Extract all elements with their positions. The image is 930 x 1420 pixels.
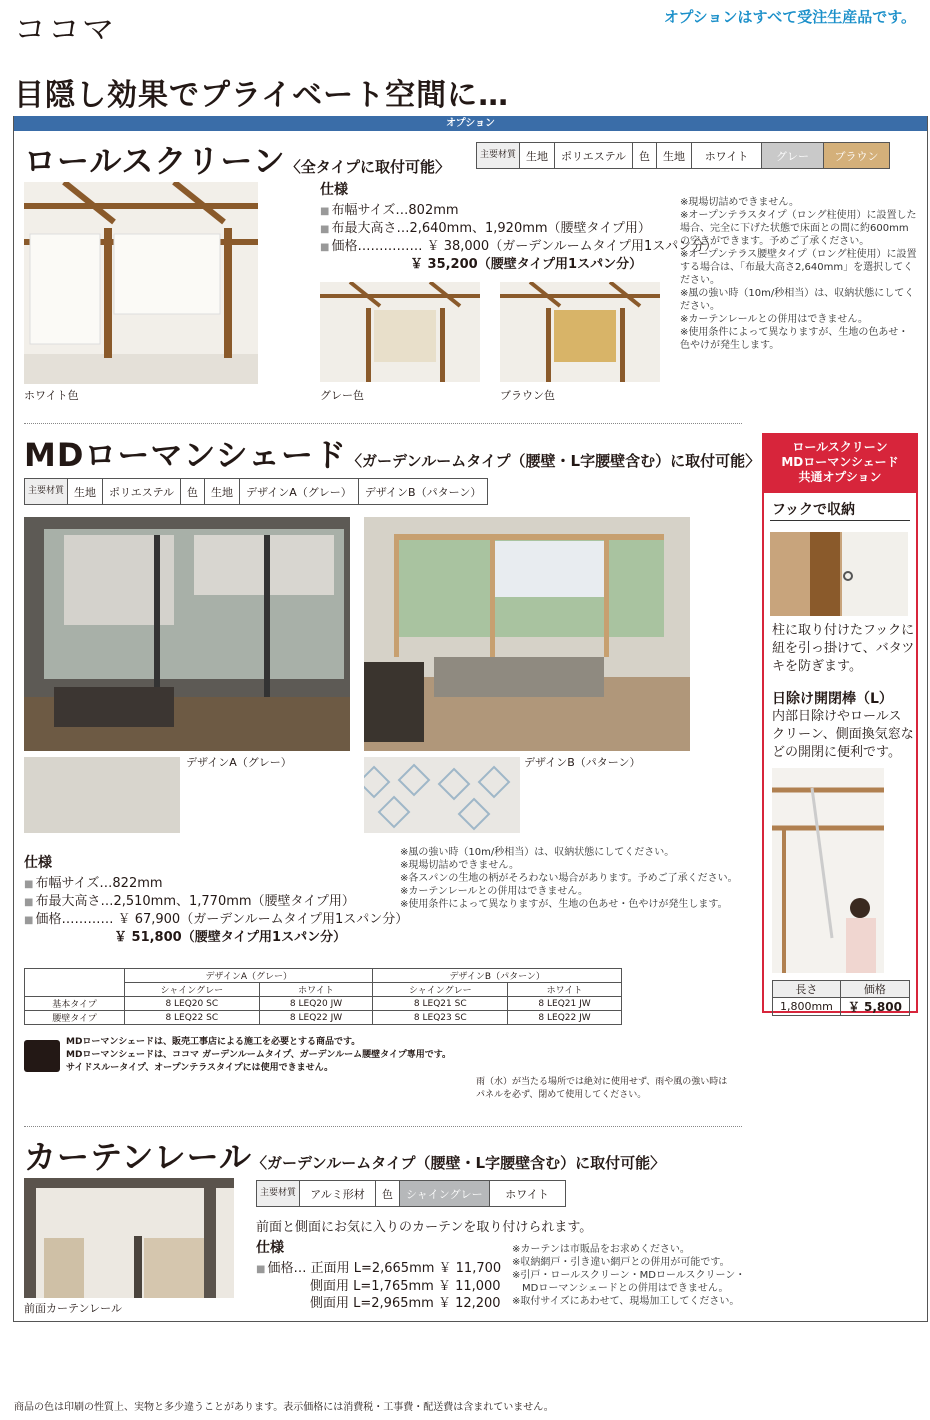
side-head-line: ロールスクリーン bbox=[792, 440, 888, 454]
roll-spec-height: ■ 布最大高さ…2,640mm、1,920mm（腰壁タイプ用） bbox=[320, 220, 717, 238]
material-label: 主要材質 bbox=[25, 479, 68, 505]
design-b-swatch bbox=[364, 757, 520, 833]
color-brown: ブラウン bbox=[824, 143, 890, 169]
side-rule bbox=[770, 520, 910, 521]
roll-note: ※使用条件によって異なりますが、生地の色あせ・色やけが発生します。 bbox=[680, 327, 909, 351]
code-cell: 8 LEQ22 SC bbox=[125, 1011, 260, 1025]
code-cell: 8 LEQ20 JW bbox=[259, 997, 373, 1011]
rod-text-line: 内部日除けやロールス bbox=[772, 709, 902, 724]
roll-white-photo bbox=[24, 182, 258, 384]
hook-photo bbox=[770, 532, 908, 616]
option-bar: オプション bbox=[14, 116, 927, 131]
rod-price-label: 価格 bbox=[840, 981, 909, 998]
hook-text bbox=[772, 622, 914, 676]
rail-note: ※カーテンは市販品をお求めください。 bbox=[512, 1244, 690, 1255]
code-cell: 8 LEQ22 JW bbox=[508, 1011, 622, 1025]
install-note: サイドスルータイプ、オープンテラスタイプには使用できません。 bbox=[66, 1063, 334, 1073]
rod-photo bbox=[772, 768, 884, 973]
rod-title: 日除け開閉棒（L） bbox=[772, 691, 893, 707]
md-spec-price-2: ￥ 51,800（腰壁タイプ用1スパン分） bbox=[114, 930, 347, 945]
roll-caption-grey: グレー色 bbox=[320, 389, 364, 402]
rain-note-line: 雨（水）が当たる場所では絶対に使用せず、雨や風の強い時は bbox=[476, 1077, 728, 1087]
material-label: 主要材質 bbox=[477, 143, 520, 169]
made-to-order-note: オプションはすべて受注生産品です。 bbox=[663, 8, 916, 26]
roll-material-table bbox=[476, 142, 890, 169]
md-notes bbox=[400, 846, 750, 911]
roll-title bbox=[24, 136, 450, 182]
roll-caption-brown: ブラウン色 bbox=[500, 389, 555, 402]
md-spec-title: 仕様 bbox=[24, 855, 52, 871]
rod-text bbox=[772, 708, 914, 762]
hook-text-line: キを防ぎます。 bbox=[772, 659, 862, 674]
design-a: デザインA（グレー） bbox=[240, 479, 359, 505]
roll-spec-price-2: ￥ 35,200（腰壁タイプ用1スパン分） bbox=[410, 257, 643, 272]
md-specs bbox=[24, 855, 408, 946]
fabric-label: 生地 bbox=[68, 479, 103, 505]
roll-note: ※風の強い時（10m/秒相当）は、収納状態にしてください。 bbox=[680, 288, 915, 312]
divider bbox=[24, 423, 742, 424]
color-white: ホワイト bbox=[692, 143, 762, 169]
md-title bbox=[24, 430, 760, 476]
code-cell: 8 LEQ20 SC bbox=[125, 997, 260, 1011]
roll-specs bbox=[320, 182, 717, 273]
md-note: ※各スパンの生地の柄がそろわない場合があります。予めご了承ください。 bbox=[400, 873, 738, 884]
rail-price-row: 側面用 L=1,765mm ￥ 11,000 bbox=[310, 1279, 501, 1294]
code-cell: 8 LEQ21 SC bbox=[373, 997, 508, 1011]
rail-specs bbox=[256, 1240, 501, 1312]
md-title-sub: 〈ガーデンルームタイプ（腰壁・L字腰壁含む）に取付可能〉 bbox=[346, 452, 761, 470]
color-white: ホワイト bbox=[489, 1181, 565, 1207]
fabric-value: ポリエステル bbox=[555, 143, 633, 169]
code-corner bbox=[25, 969, 125, 997]
code-sub: ホワイト bbox=[508, 983, 622, 997]
rod-price-table bbox=[772, 980, 910, 1016]
code-cell: 8 LEQ23 SC bbox=[373, 1011, 508, 1025]
row-label: 腰壁タイプ bbox=[25, 1011, 125, 1025]
md-code-table bbox=[24, 968, 622, 1025]
roll-spec-price: ■ 価格…………… ￥ 38,000（ガーデンルームタイプ用1スパン分） bbox=[320, 238, 717, 256]
install-note: MDローマンシェードは、販売工事店による施工を必要とする商品です。 bbox=[66, 1037, 361, 1047]
roll-spec-width: ■ 布幅サイズ…802mm bbox=[320, 202, 717, 220]
side-head-line: MDローマンシェード bbox=[781, 455, 899, 469]
rod-text-line: どの開閉に便利です。 bbox=[772, 745, 901, 760]
footer-disclaimer: 商品の色は印刷の性質上、実物と多少違うことがあります。表示価格には消費税・工事費・配送費は含まれていません。 bbox=[14, 1402, 554, 1413]
code-design-b: デザインB（パターン） bbox=[373, 969, 622, 983]
rail-caption: 前面カーテンレール bbox=[24, 1302, 122, 1315]
rail-lead: 前面と側面にお気に入りのカーテンを取り付けられます。 bbox=[256, 1220, 593, 1235]
material-label: 主要材質 bbox=[257, 1181, 300, 1207]
roll-title-sub: 〈全タイプに取付可能〉 bbox=[285, 158, 451, 176]
roll-note: ※オープンテラスタイプ（ロング柱使用）に設置した場合、完全に下げた状態で床面との間に約600mmの空きができます。予めご了承ください。 bbox=[680, 210, 917, 247]
rod-price-value: ￥ 5,800 bbox=[840, 998, 909, 1016]
fabric-label: 生地 bbox=[520, 143, 555, 169]
rod-text-line: クリーン、側面換気窓な bbox=[772, 727, 914, 742]
code-sub: シャイングレー bbox=[373, 983, 508, 997]
rail-note: MDローマンシェードとの併用はできません。 bbox=[512, 1283, 729, 1294]
rail-note: ※引戸・ロールスクリーン・MDロールスクリーン・ bbox=[512, 1270, 746, 1281]
md-grey-room-photo bbox=[24, 517, 350, 751]
roll-brown-photo bbox=[500, 282, 660, 382]
rain-note-line: パネルを必ず、閉めて使用してください。 bbox=[476, 1090, 647, 1100]
rain-note bbox=[476, 1076, 727, 1102]
roll-spec-title: 仕様 bbox=[320, 182, 348, 198]
color-label: 色 bbox=[376, 1181, 400, 1207]
design-b: デザインB（パターン） bbox=[358, 479, 488, 505]
code-cell: 8 LEQ21 JW bbox=[508, 997, 622, 1011]
md-pattern-room-photo bbox=[364, 517, 690, 751]
color-fabric: 生地 bbox=[205, 479, 240, 505]
roll-grey-photo bbox=[320, 282, 480, 382]
rail-photo bbox=[24, 1178, 234, 1298]
rod-len-label: 長さ bbox=[773, 981, 841, 998]
table-row bbox=[25, 997, 622, 1011]
material-value: アルミ形材 bbox=[300, 1181, 376, 1207]
md-spec-height: ■ 布最大高さ…2,510mm、1,770mm（腰壁タイプ用） bbox=[24, 893, 408, 911]
hook-text-line: 紐を引っ掛けて、バタツ bbox=[772, 641, 915, 656]
md-material-table bbox=[24, 478, 488, 505]
roll-caption-white: ホワイト色 bbox=[24, 389, 79, 402]
code-sub: ホワイト bbox=[259, 983, 373, 997]
roll-note: ※オープンテラス腰壁タイプ（ロング柱使用）に設置する場合は、「布最大高さ2,640mm」を選択してください。 bbox=[680, 249, 917, 286]
roll-note: ※カーテンレールとの併用はできません。 bbox=[680, 314, 869, 325]
table-row bbox=[25, 1011, 622, 1025]
md-note: ※現場切詰めできません。 bbox=[400, 860, 519, 871]
rail-material-table bbox=[256, 1180, 566, 1207]
md-note: ※カーテンレールとの併用はできません。 bbox=[400, 886, 589, 897]
side-head-line: 共通オプション bbox=[798, 470, 882, 484]
md-spec-width: ■ 布幅サイズ…822mm bbox=[24, 875, 408, 893]
installer-drill-icon bbox=[24, 1040, 60, 1072]
rail-title-sub: 〈ガーデンルームタイプ（腰壁・L字腰壁含む）に取付可能〉 bbox=[251, 1154, 666, 1172]
row-label: 基本タイプ bbox=[25, 997, 125, 1011]
rail-note: ※取付サイズにあわせて、現場加工してください。 bbox=[512, 1296, 740, 1307]
md-install-notes bbox=[66, 1036, 451, 1075]
color-label: 色 bbox=[181, 479, 205, 505]
install-note: MDローマンシェードは、ココマ ガーデンルームタイプ、ガーデンルーム腰壁タイプ専用です。 bbox=[66, 1050, 452, 1060]
divider bbox=[24, 1126, 742, 1127]
rail-spec-title: 仕様 bbox=[256, 1240, 284, 1256]
code-cell: 8 LEQ22 JW bbox=[259, 1011, 373, 1025]
md-spec-price: ■ 価格………… ￥ 67,900（ガーデンルームタイプ用1スパン分） bbox=[24, 911, 408, 929]
code-design-a: デザインA（グレー） bbox=[125, 969, 373, 983]
page-headline: 目隠し効果でプライベート空間に… bbox=[14, 78, 510, 113]
md-caption-a: デザインA（グレー） bbox=[186, 756, 292, 769]
color-label: 色 bbox=[633, 143, 657, 169]
rail-note: ※収納網戸・引き違い網戸との併用が可能です。 bbox=[512, 1257, 730, 1268]
roll-notes bbox=[680, 196, 918, 352]
rail-title bbox=[24, 1132, 665, 1178]
hook-text-line: 柱に取り付けたフックに bbox=[772, 623, 915, 638]
rail-price-row: 側面用 L=2,965mm ￥ 12,200 bbox=[310, 1296, 501, 1311]
md-title-main: MDローマンシェード bbox=[24, 436, 347, 474]
brand-title: ココマ bbox=[14, 10, 117, 48]
hook-title: フックで収納 bbox=[772, 502, 856, 518]
md-note: ※風の強い時（10m/秒相当）は、収納状態にしてください。 bbox=[400, 847, 675, 858]
code-sub: シャイングレー bbox=[125, 983, 260, 997]
roll-note: ※現場切詰めできません。 bbox=[680, 197, 799, 208]
fabric-value: ポリエステル bbox=[103, 479, 181, 505]
design-a-swatch bbox=[24, 757, 180, 833]
roll-title-main: ロールスクリーン bbox=[24, 142, 286, 180]
md-caption-b: デザインB（パターン） bbox=[524, 756, 641, 769]
rail-notes bbox=[512, 1243, 772, 1308]
rod-len-value: 1,800mm bbox=[773, 998, 841, 1016]
color-shine-grey: シャイングレー bbox=[400, 1181, 490, 1207]
color-fabric: 生地 bbox=[657, 143, 692, 169]
common-option-header bbox=[762, 433, 918, 493]
rail-title-main: カーテンレール bbox=[24, 1138, 252, 1176]
md-note: ※使用条件によって異なりますが、生地の色あせ・色やけが発生します。 bbox=[400, 899, 728, 910]
color-grey: グレー bbox=[762, 143, 824, 169]
rail-price-row: ■ 価格… 正面用 L=2,665mm ￥ 11,700 bbox=[256, 1260, 501, 1278]
